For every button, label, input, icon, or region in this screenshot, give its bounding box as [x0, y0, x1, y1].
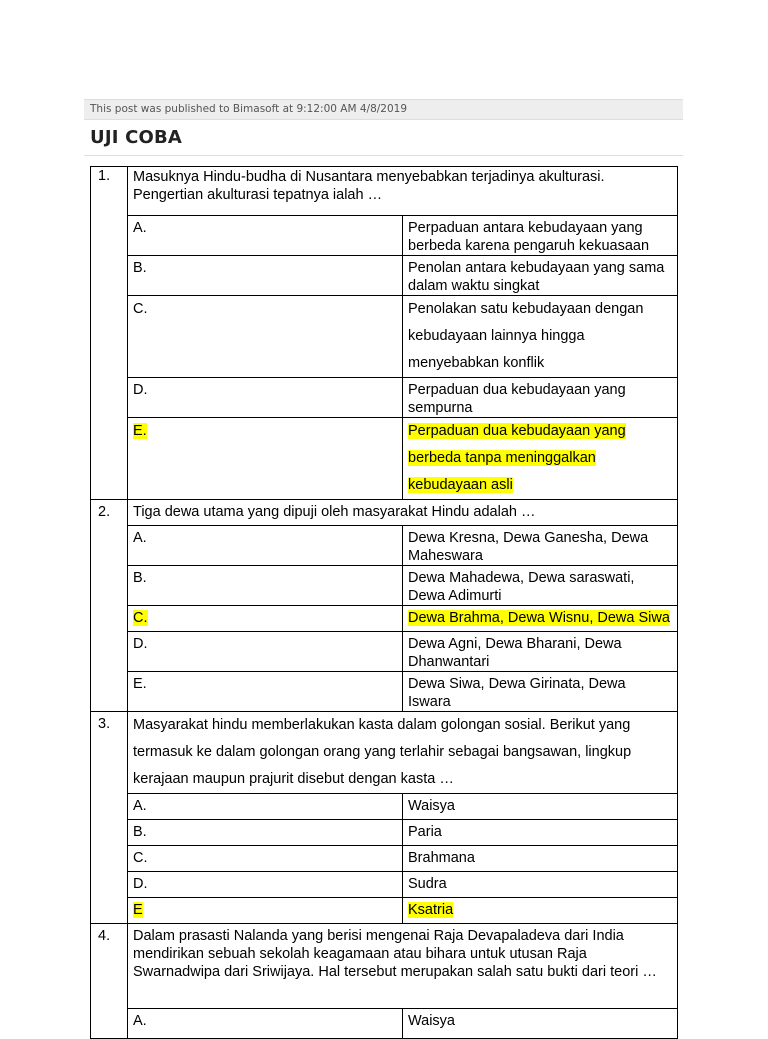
question-table [90, 166, 678, 1039]
option-text: Waisya [403, 1009, 678, 1039]
option-text: Dewa Kresna, Dewa Ganesha, Dewa Maheswara [403, 526, 678, 566]
option-letter [128, 418, 403, 500]
option-text: Brahmana [403, 846, 678, 872]
question-row-4 [91, 924, 678, 1009]
question-number: 4. [91, 924, 128, 1039]
option-text: Dewa Siwa, Dewa Girinata, Dewa Iswara [403, 672, 678, 712]
option-text: Penolakan satu kebudayaan dengan kebudayaan lainnya hingga menyebabkan konflik [403, 296, 678, 378]
option-text [403, 898, 678, 924]
question-text: Masuknya Hindu-budha di Nusantara menyebabkan terjadinya akulturasi. Pengertian akulturasi tepatnya ialah … [128, 167, 678, 216]
highlighted-answer-text: Dewa Brahma, Dewa Wisnu, Dewa Siwa [408, 610, 670, 626]
question-text: Dalam prasasti Nalanda yang berisi mengenai Raja Devapaladeva dari India mendirikan sebuah sekolah keagamaan atau bihara untuk utusan Raja Swarnadwipa dari Sriwijaya. Hal tersebut merupakan salah satu bukti dari teori … [128, 924, 678, 1009]
option-letter: B. [128, 256, 403, 296]
question-text: Tiga dewa utama yang dipuji oleh masyarakat Hindu adalah … [128, 500, 678, 526]
highlighted-answer-text: Perpaduan dua kebudayaan yang berbeda tanpa meninggalkan kebudayaan asli [408, 423, 626, 493]
option-row [91, 846, 678, 872]
option-row [91, 418, 678, 500]
page-title: UJI COBA [90, 127, 183, 148]
option-row [91, 256, 678, 296]
option-letter [128, 898, 403, 924]
option-letter: D. [128, 378, 403, 418]
option-row [91, 566, 678, 606]
option-letter: B. [128, 820, 403, 846]
option-row [91, 898, 678, 924]
option-letter: D. [128, 632, 403, 672]
highlighted-answer-letter: C. [133, 610, 148, 626]
option-letter: D. [128, 872, 403, 898]
option-row [91, 872, 678, 898]
highlighted-answer-text: Ksatria [408, 902, 454, 918]
question-row-1 [91, 167, 678, 216]
question-number: 2. [91, 500, 128, 712]
option-row [91, 526, 678, 566]
option-text [403, 418, 678, 500]
option-row [91, 820, 678, 846]
option-row [91, 378, 678, 418]
option-letter: A. [128, 216, 403, 256]
option-letter [128, 606, 403, 632]
question-row-3 [91, 712, 678, 794]
option-letter: B. [128, 566, 403, 606]
highlighted-answer-letter: E [133, 902, 143, 918]
option-text: Perpaduan antara kebudayaan yang berbeda karena pengaruh kekuasaan [403, 216, 678, 256]
option-letter: A. [128, 526, 403, 566]
option-row [91, 672, 678, 712]
option-text [403, 606, 678, 632]
option-text: Penolan antara kebudayaan yang sama dalam waktu singkat [403, 256, 678, 296]
option-text: Perpaduan dua kebudayaan yang sempurna [403, 378, 678, 418]
option-text: Dewa Mahadewa, Dewa saraswati, Dewa Adimurti [403, 566, 678, 606]
option-text: Paria [403, 820, 678, 846]
option-row [91, 606, 678, 632]
question-row-2 [91, 500, 678, 526]
option-row [91, 794, 678, 820]
question-number: 3. [91, 712, 128, 924]
option-row [91, 216, 678, 256]
option-letter: E. [128, 672, 403, 712]
option-text: Dewa Agni, Dewa Bharani, Dewa Dhanwantari [403, 632, 678, 672]
highlighted-answer-letter: E. [133, 423, 147, 439]
question-text: Masyarakat hindu memberlakukan kasta dalam golongan sosial. Berikut yang termasuk ke dalam golongan orang yang terlahir sebagai bangsawan, lingkup kerajaan maupun prajurit disebut dengan kasta … [128, 712, 678, 794]
option-row [91, 296, 678, 378]
option-letter: C. [128, 846, 403, 872]
post-meta: This post was published to Bimasoft at 9:12:00 AM 4/8/2019 [84, 99, 683, 120]
option-letter: A. [128, 794, 403, 820]
option-text: Sudra [403, 872, 678, 898]
option-row [91, 632, 678, 672]
option-letter: A. [128, 1009, 403, 1039]
question-number: 1. [91, 167, 128, 500]
option-text: Waisya [403, 794, 678, 820]
option-letter: C. [128, 296, 403, 378]
title-divider [84, 155, 683, 156]
